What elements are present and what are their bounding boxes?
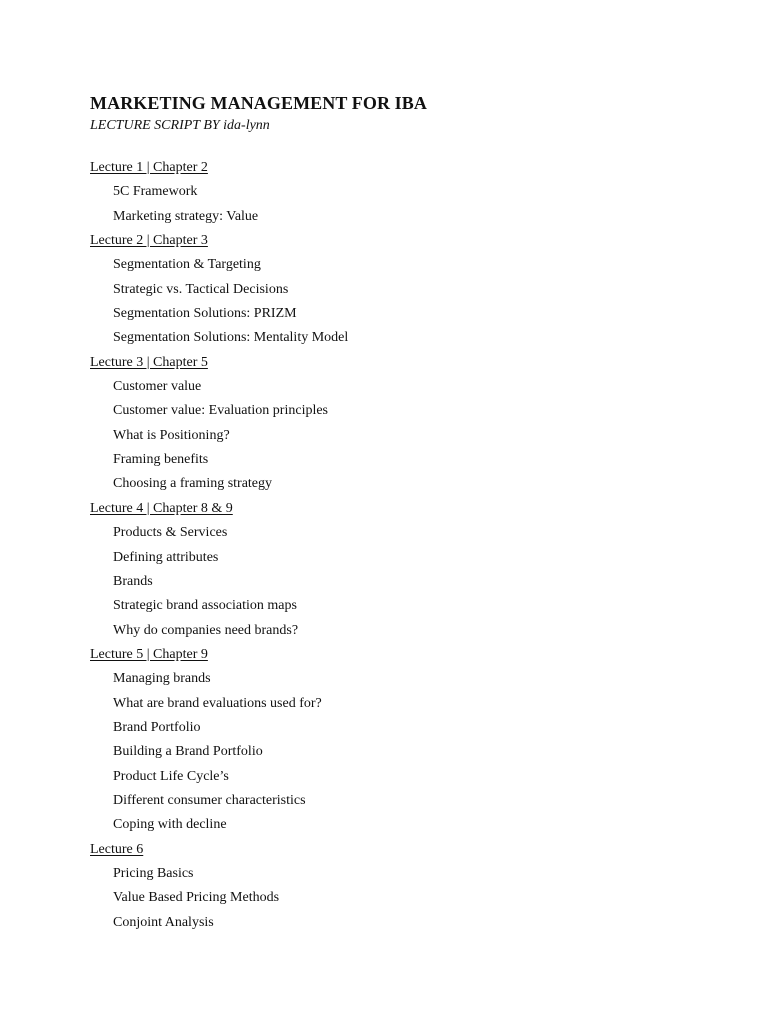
topic-item: Strategic vs. Tactical Decisions [113, 281, 289, 297]
topic-item: Conjoint Analysis [113, 914, 214, 930]
topic-item: Defining attributes [113, 549, 219, 565]
topic-item: What are brand evaluations used for? [113, 695, 322, 711]
document-subtitle: LECTURE SCRIPT BY ida-lynn [90, 118, 270, 133]
topic-item: Different consumer characteristics [113, 792, 306, 808]
topic-item: Products & Services [113, 525, 228, 541]
lecture-heading: Lecture 2 | Chapter 3 [90, 233, 208, 249]
document-title: MARKETING MANAGEMENT FOR IBA [90, 93, 427, 113]
topic-item: Brands [113, 573, 153, 589]
topic-item: Choosing a framing strategy [113, 476, 273, 492]
topic-item: Customer value: Evaluation principles [113, 403, 329, 419]
topic-item: 5C Framework [113, 184, 198, 200]
topic-item: Marketing strategy: Value [113, 208, 259, 224]
topic-item: Building a Brand Portfolio [113, 744, 263, 760]
topic-item: Coping with decline [113, 817, 227, 833]
topic-item: Strategic brand association maps [113, 598, 297, 614]
topic-item: Product Life Cycle’s [113, 768, 229, 784]
topic-item: Customer value [113, 379, 202, 395]
table-of-contents [90, 158, 690, 937]
lecture-heading: Lecture 1 | Chapter 2 [90, 160, 208, 175]
lecture-heading: Lecture 3 | Chapter 5 [90, 354, 208, 370]
lecture-heading: Lecture 4 | Chapter 8 & 9 [90, 500, 233, 516]
topic-item: Segmentation Solutions: Mentality Model [113, 330, 349, 346]
topic-item: Framing benefits [113, 452, 209, 468]
topic-item: Why do companies need brands? [113, 622, 299, 638]
topic-item: Segmentation Solutions: PRIZM [113, 306, 297, 322]
topic-item: Managing brands [113, 671, 211, 687]
lecture-heading: Lecture 6 [90, 841, 144, 857]
topic-item: Segmentation & Targeting [113, 257, 261, 273]
topic-item: Value Based Pricing Methods [113, 890, 280, 906]
topic-item: Brand Portfolio [113, 719, 201, 735]
topic-item: Pricing Basics [113, 865, 194, 881]
lecture-heading: Lecture 5 | Chapter 9 [90, 646, 208, 662]
topic-item: What is Positioning? [113, 427, 230, 443]
